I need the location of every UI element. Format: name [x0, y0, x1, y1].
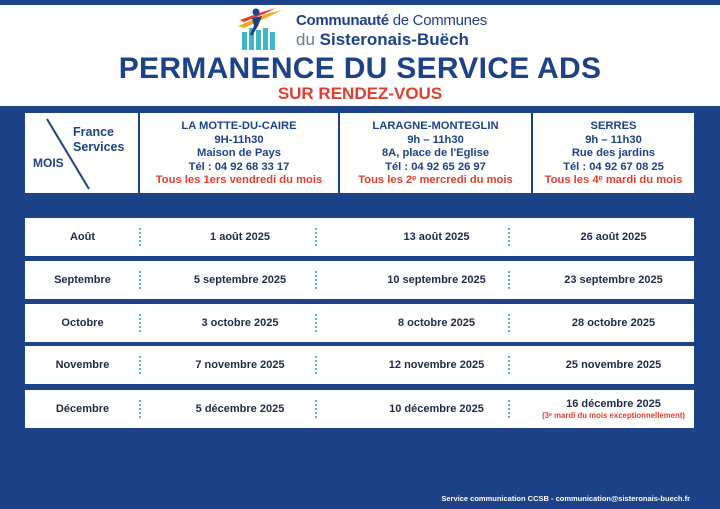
dotted-separator — [508, 313, 510, 333]
table-row — [25, 218, 694, 256]
page-subtitle: SUR RENDEZ-VOUS — [277, 84, 443, 103]
table-row — [25, 346, 694, 384]
row-date-serres: 26 août 2025 — [580, 231, 647, 243]
location-schedule: Tous les 4ᵉ mardi du mois — [544, 174, 683, 186]
location-header-laragne — [340, 113, 533, 193]
row-date-laragne: 13 août 2025 — [403, 231, 470, 243]
row-date-laragne: 12 novembre 2025 — [388, 359, 485, 371]
table-row — [25, 390, 694, 428]
dotted-separator — [139, 270, 141, 290]
location-place: Maison de Pays — [197, 147, 281, 159]
row-date-serres: 23 septembre 2025 — [564, 274, 663, 286]
footer-contact: Service communication CCSB - communication@sisteronais-buech.fr — [441, 494, 690, 503]
table-row — [25, 304, 694, 342]
location-town: LARAGNE-MONTEGLIN — [372, 120, 499, 132]
dotted-separator — [508, 355, 510, 375]
location-hours: 9H-11h30 — [214, 133, 264, 146]
dotted-separator — [139, 399, 141, 419]
dotted-separator — [139, 227, 141, 247]
row-date-motte: 5 septembre 2025 — [193, 274, 287, 286]
logo-text-line1: Communauté de Communes — [296, 12, 487, 29]
dotted-separator — [139, 313, 141, 333]
row-date-motte: 7 novembre 2025 — [195, 359, 285, 371]
logo-mark-icon — [236, 6, 284, 52]
row-date-motte: 5 décembre 2025 — [195, 403, 285, 415]
top-border — [0, 0, 720, 5]
row-date-motte: 3 octobre 2025 — [201, 317, 279, 329]
location-place: 8A, place de l'Eglise — [381, 147, 490, 159]
row-date-laragne: 10 septembre 2025 — [387, 274, 486, 286]
location-phone: Tél : 04 92 68 33 17 — [188, 160, 290, 173]
row-date-laragne: 10 décembre 2025 — [389, 403, 484, 415]
dotted-separator — [315, 270, 317, 290]
header-corner-cell — [25, 113, 140, 193]
row-month: Novembre — [55, 359, 110, 371]
table-row — [25, 261, 694, 299]
logo-text-line2: du Sisteronais-Buëch — [296, 30, 469, 49]
location-hours: 9h – 11h30 — [585, 133, 642, 146]
logo — [236, 6, 496, 52]
row-date-motte: 1 août 2025 — [210, 231, 270, 243]
location-place: Rue des jardins — [571, 147, 656, 159]
dotted-separator — [508, 227, 510, 247]
page-title: PERMANENCE DU SERVICE ADS — [118, 52, 602, 85]
header-table — [25, 113, 694, 193]
location-header-motte — [140, 113, 340, 193]
location-town: SERRES — [590, 120, 637, 132]
row-date-serres-cell — [533, 398, 694, 420]
location-phone: Tél : 04 92 67 08 25 — [563, 160, 664, 173]
row-month: Octobre — [61, 317, 104, 329]
dotted-separator — [508, 270, 510, 290]
location-schedule: Tous les 1ers vendredi du mois — [155, 174, 323, 186]
dotted-separator — [315, 227, 317, 247]
row-date-laragne: 8 octobre 2025 — [397, 317, 476, 329]
mois-label: MOIS — [33, 156, 64, 170]
row-month: Décembre — [55, 403, 110, 415]
dotted-separator — [508, 399, 510, 419]
row-date-serres: 28 octobre 2025 — [571, 317, 656, 329]
location-town: LA MOTTE-DU-CAIRE — [181, 120, 297, 132]
location-schedule: Tous les 2ᵉ mercredi du mois — [358, 174, 513, 186]
row-date-serres: 16 décembre 2025 — [566, 398, 661, 410]
dotted-separator — [315, 399, 317, 419]
dotted-separator — [315, 355, 317, 375]
dotted-separator — [139, 355, 141, 375]
location-hours: 9h – 11h30 — [407, 133, 464, 146]
france-services-label: France Services — [73, 125, 125, 154]
exception-note: (3ᵉ mardi du mois exceptionnellement) — [542, 411, 685, 420]
row-month: Août — [69, 231, 96, 243]
location-phone: Tél : 04 92 65 26 97 — [385, 160, 486, 173]
location-header-serres — [533, 113, 694, 193]
row-month: Septembre — [54, 274, 111, 286]
dotted-separator — [315, 313, 317, 333]
row-date-serres: 25 novembre 2025 — [565, 359, 662, 371]
